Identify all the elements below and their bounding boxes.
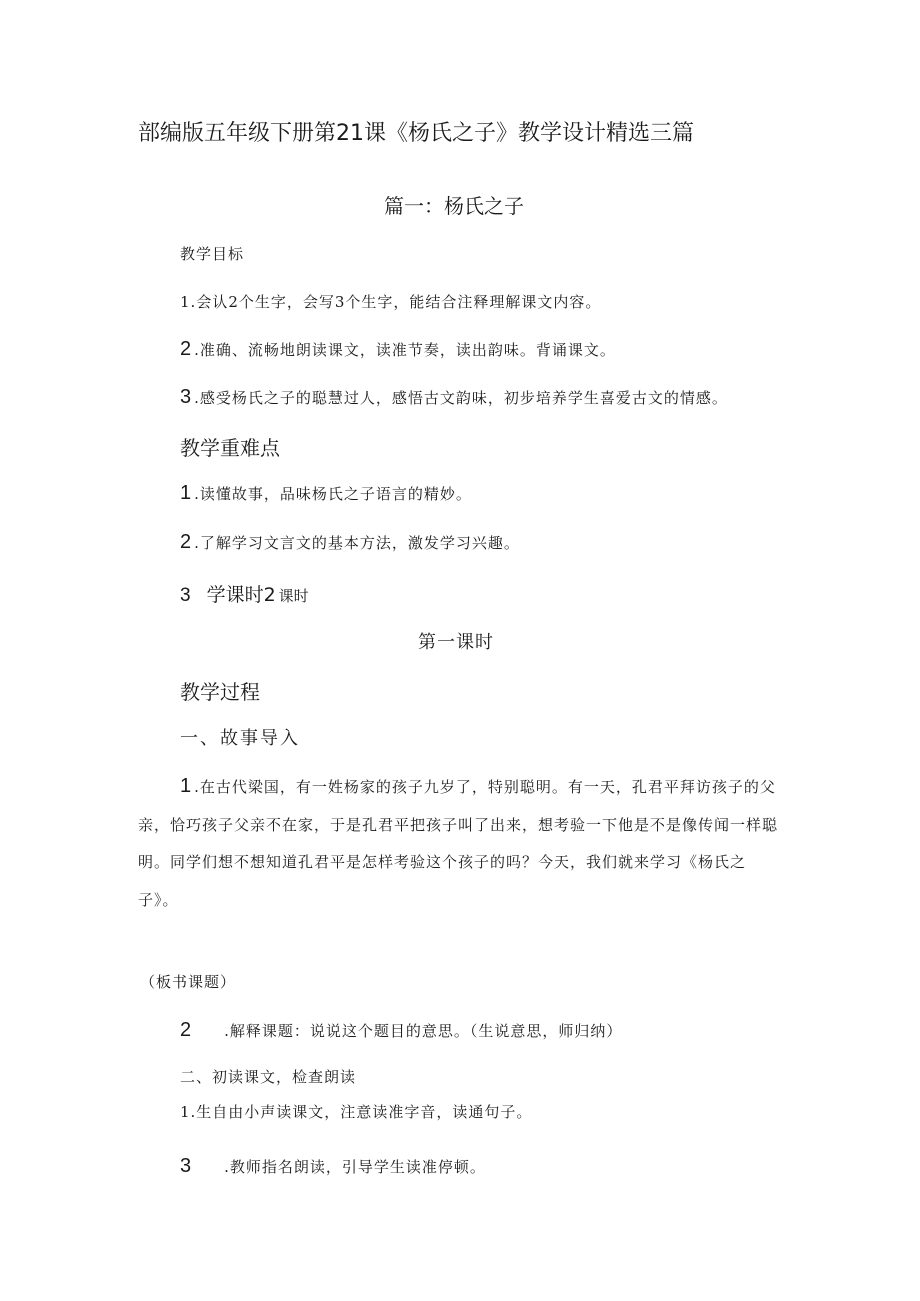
teacher-reading-number: 3 xyxy=(180,1155,193,1177)
class-hours xyxy=(180,580,309,607)
objective-3-number: 3 xyxy=(180,386,193,408)
key-point-1-text: .读懂故事，品味杨氏之子语言的精妙。 xyxy=(194,485,472,503)
objective-item-3 xyxy=(180,386,728,409)
lesson-title: 第一课时 xyxy=(418,632,494,653)
class-hours-number: 3 xyxy=(180,585,191,606)
section-title: 篇一：杨氏之子 xyxy=(384,194,524,218)
teacher-reading-text: .教师指名朗读，引导学生读准停顿。 xyxy=(224,1158,486,1176)
key-point-item-2 xyxy=(180,531,520,554)
objective-item-2 xyxy=(180,338,616,361)
explain-title-number: 2 xyxy=(180,1019,193,1041)
objective-3-text: .感受杨氏之子的聪慧过人，感悟古文韵味，初步培养学生喜爱古文的情感。 xyxy=(194,389,728,407)
explain-title-text: .解释课题：说说这个题目的意思。（生说意思，师归纳） xyxy=(224,1022,623,1040)
key-point-2-text: .了解学习文言文的基本方法，激发学习兴趣。 xyxy=(194,534,520,552)
board-note: （板书课题） xyxy=(140,973,237,991)
class-hours-label: 学课时2 xyxy=(206,584,276,606)
story-intro-number: 1 xyxy=(180,775,193,797)
part-one-heading: 一、故事导入 xyxy=(180,728,300,749)
part-two-heading: 二、初读课文，检查朗读 xyxy=(180,1068,357,1086)
process-heading: 教学过程 xyxy=(180,680,260,704)
key-point-item-1 xyxy=(180,482,472,505)
objective-item-1 xyxy=(180,291,601,312)
story-intro-paragraph xyxy=(138,768,786,919)
key-points-heading: 教学重难点 xyxy=(180,436,280,460)
objectives-heading: 教学目标 xyxy=(180,245,245,263)
key-point-1-number: 1 xyxy=(180,482,193,504)
story-intro-text: .在古代梁国，有一姓杨家的孩子九岁了，特别聪明。有一天，孔君平拜访孩子的父亲，恰巧孩子父亲不在家，于是孔君平把孩子叫了出来，想考验一下他是不是像传闻一样聪明。同学们想不想知道孔君平是怎样考验这个孩子的吗？今天，我们就来学习《杨氏之子》。 xyxy=(138,778,779,909)
objective-2-text: .准确、流畅地朗读课文，读准节奏，读出韵味。背诵课文。 xyxy=(194,341,616,359)
document-title: 部编版五年级下册第21课《杨氏之子》教学设计精选三篇 xyxy=(138,121,694,146)
explain-title-item xyxy=(180,1019,622,1042)
class-hours-unit: 课时 xyxy=(278,587,309,605)
objective-1-text: 会认2个生字，会写3个生字，能结合注释理解课文内容。 xyxy=(196,293,602,311)
teacher-reading-item xyxy=(180,1155,486,1178)
objective-2-number: 2 xyxy=(180,338,193,360)
free-reading-item: 1.生自由小声读课文，注意读准字音，读通句子。 xyxy=(180,1103,533,1121)
key-point-2-number: 2 xyxy=(180,531,193,553)
objective-1-number: 1. xyxy=(180,293,197,311)
